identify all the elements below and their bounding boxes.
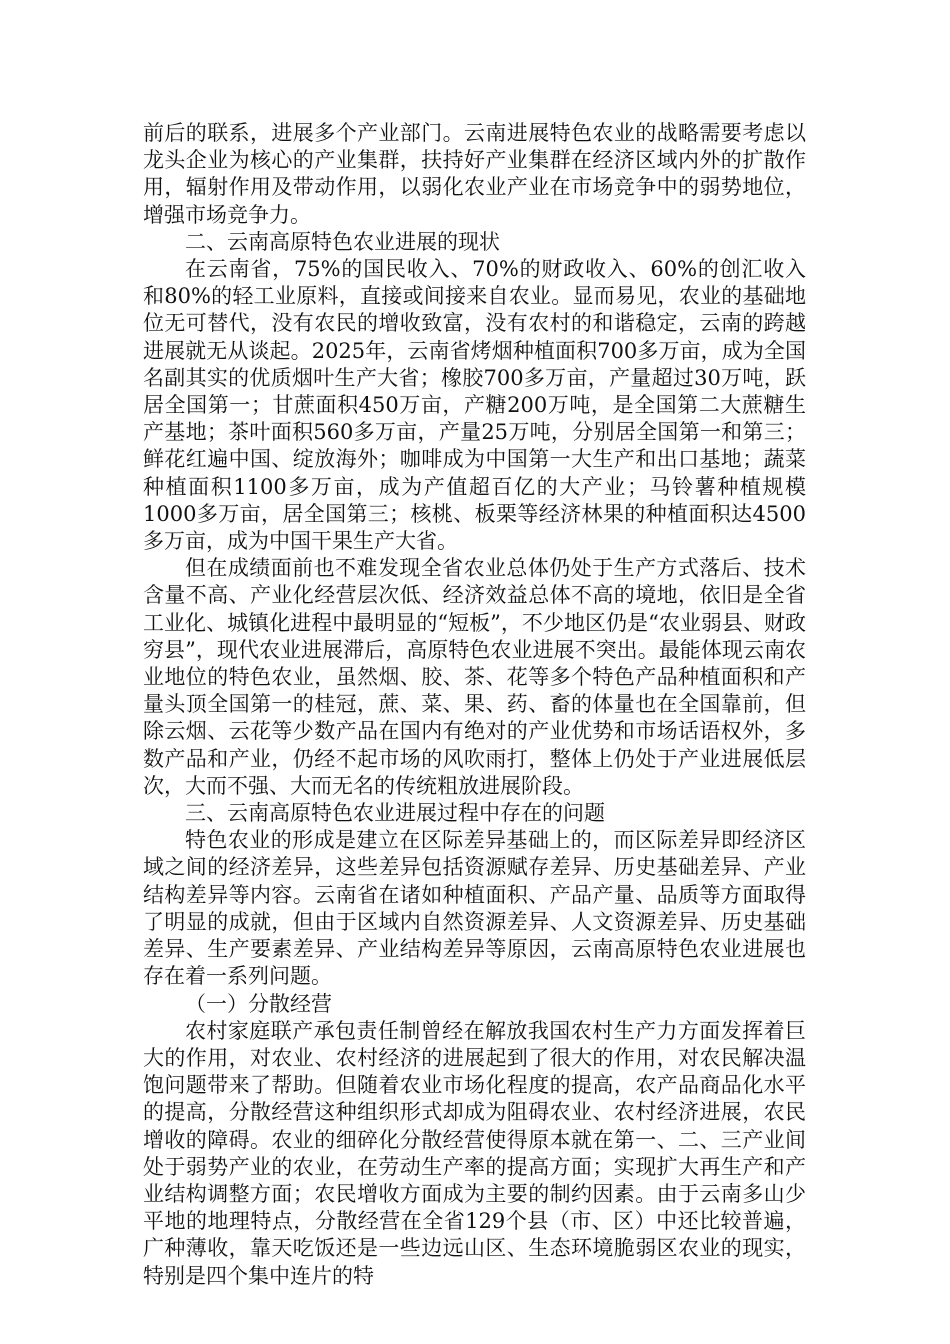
paragraph-regional-differences: 特色农业的形成是建立在区际差异基础上的，而区际差异即经济区域之间的经济差异，这些差异包括资源赋存差异、历史基础差异、产业结构差异等内容。云南省在诸如种植面积、产品产量、品质等方面取得了明显的成就，但由于区域内自然资源差异、人文资源差异、历史基础差异、生产要素差异、产业结构差异等原因，云南高原特色农业进展也存在着一系列问题。 <box>143 828 806 989</box>
paragraph-current-status: 在云南省，75%的国民收入、70%的财政收入、60%的创汇收入和80%的轻工业原料，直接或间接来自农业。显而易见，农业的基础地位无可替代，没有农民的增收致富，没有农村的和谐稳定，云南的跨越进展就无从谈起。2025年，云南省烤烟种植面积700多万亩，成为全国名副其实的优质烟叶生产大省；橡胶700多万亩，产量超过30万吨，跃居全国第一；甘蔗面积450万亩，产糖200万吨，是全国第二大蔗糖生产基地；茶叶面积560多万亩，产量25万吨，分别居全国第一和第三；鲜花红遍中国、绽放海外；咖啡成为中国第一大生产和出口基地；蔬菜种植面积1100多万亩，成为产值超百亿的大产业；马铃薯种植规模1000多万亩，居全国第三；核桃、板栗等经济林果的种植面积达4500多万亩，成为中国干果生产大省。 <box>143 257 806 554</box>
subsection-heading-1: （一）分散经营 <box>185 991 332 1016</box>
document-page <box>143 120 806 1290</box>
section-heading-3: 三、云南高原特色农业进展过程中存在的问题 <box>185 801 605 826</box>
paragraph-shortcomings: 但在成绩面前也不难发现全省农业总体仍处于生产方式落后、技术含量不高、产业化经营层次低、经济效益总体不高的境地，依旧是全省工业化、城镇化进程中最明显的“短板”，不少地区仍是“农业弱县、财政穷县”，现代农业进展滞后，高原特色农业进展不突出。最能体现云南农业地位的特色农业，虽然烟、胶、茶、花等多个特色产品种植面积和产量头顶全国第一的桂冠，蔗、菜、果、药、畜的体量也在全国靠前，但除云烟、云花等少数产品在国内有绝对的产业优势和市场话语权外，多数产品和产业，仍经不起市场的风吹雨打，整体上仍处于产业进展低层次，大而不强、大而无名的传统粗放进展阶段。 <box>143 556 806 798</box>
section-heading-2: 二、云南高原特色农业进展的现状 <box>185 229 500 254</box>
paragraph-continuation: 前后的联系，进展多个产业部门。云南进展特色农业的战略需要考虑以龙头企业为核心的产业集群，扶持好产业集群在经济区域内外的扩散作用，辐射作用及带动作用，以弱化农业产业在市场竞争中的弱势地位，增强市场竞争力。 <box>143 121 806 227</box>
paragraph-scattered-operation: 农村家庭联产承包责任制曾经在解放我国农村生产力方面发挥着巨大的作用，对农业、农村经济的进展起到了很大的作用，对农民解决温饱问题带来了帮助。但随着农业市场化程度的提高，农产品商品化水平的提高，分散经营这种组织形式却成为阻碍农业、农村经济进展，农民增收的障碍。农业的细碎化分散经营使得原本就在第一、二、三产业间处于弱势产业的农业，在劳动生产率的提高方面；实现扩大再生产和产业结构调整方面；农民增收方面成为主要的制约因素。由于云南多山少平地的地理特点，分散经营在全省129个县（市、区）中还比较普遍，广种薄收，靠天吃饭还是一些边远山区、生态环境脆弱区农业的现实，特别是四个集中连片的特 <box>143 1018 806 1288</box>
